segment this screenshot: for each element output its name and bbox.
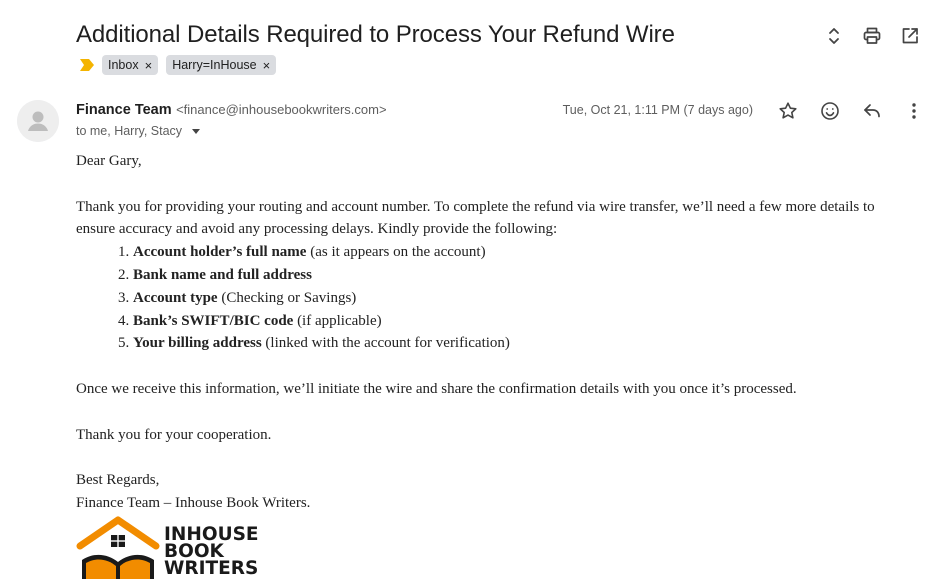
open-in-new-window-icon[interactable]: [900, 24, 920, 48]
emoji-reaction-icon[interactable]: [820, 100, 840, 122]
list-item-bold: Account holder’s full name: [133, 244, 307, 261]
signoff: Best Regards,: [76, 472, 160, 489]
remove-label-icon[interactable]: ×: [262, 57, 271, 73]
list-item-rest: (linked with the account for verification): [261, 335, 510, 352]
label-chip-text: Harry=InHouse: [172, 58, 257, 72]
print-icon[interactable]: [862, 24, 882, 48]
sender-name[interactable]: Finance Team: [76, 102, 172, 118]
list-item: [133, 310, 906, 333]
list-item-bold: Your billing address: [133, 335, 262, 352]
avatar[interactable]: [17, 100, 59, 142]
person-icon: [17, 100, 59, 142]
intro-paragraph: Thank you for providing your routing and account number. To complete the refund via wire transfer, we’ll need a few more details to ensure accuracy and avoid any processing delays. Kindly provide the following:: [76, 198, 875, 238]
message-date: Tue, Oct 21, 1:11 PM (7 days ago): [562, 103, 753, 117]
logo-line: WRITERS: [164, 558, 259, 579]
remove-label-icon[interactable]: ×: [144, 57, 153, 73]
label-chip-text: Inbox: [108, 58, 139, 72]
reply-icon[interactable]: [862, 100, 882, 122]
sender-email: <finance@inhousebookwriters.com>: [176, 102, 387, 117]
list-item-bold: Bank name and full address: [133, 266, 312, 283]
thanks-paragraph: Thank you for your cooperation.: [76, 426, 272, 443]
label-chip-harry-inhouse[interactable]: [166, 55, 276, 75]
thread-actions: [824, 24, 920, 48]
list-item-rest: (if applicable): [293, 312, 382, 329]
recipients-text: to me, Harry, Stacy: [76, 124, 183, 138]
importance-marker-icon[interactable]: [80, 59, 94, 71]
message-actions: [778, 100, 924, 122]
signature: Finance Team – Inhouse Book Writers.: [76, 494, 311, 511]
list-item-bold: Account type: [133, 289, 218, 306]
list-item-rest: (Checking or Savings): [217, 289, 357, 306]
logo-line: INHOUSE: [164, 524, 259, 545]
list-item: [133, 264, 906, 287]
label-chip-inbox[interactable]: [102, 55, 158, 75]
list-item: [133, 241, 906, 264]
logo-line: BOOK: [164, 541, 224, 562]
unfold-icon[interactable]: [824, 24, 844, 48]
label-row: [80, 55, 276, 75]
greeting: Dear Gary,: [76, 153, 142, 169]
list-item: [133, 332, 906, 355]
company-logo: [76, 516, 276, 579]
requested-details-list: [133, 241, 906, 355]
sender-line: [76, 101, 387, 119]
email-subject: Additional Details Required to Process Your Refund Wire: [76, 21, 675, 48]
star-icon[interactable]: [778, 100, 798, 122]
list-item: [133, 287, 906, 310]
show-details-icon[interactable]: [192, 129, 200, 134]
followup-paragraph: Once we receive this information, we’ll initiate the wire and share the confirmation details with you once it’s processed.: [76, 380, 797, 397]
list-item-bold: Bank’s SWIFT/BIC code: [133, 312, 294, 329]
recipients-line: [76, 124, 200, 138]
message-body: [76, 150, 906, 515]
list-item-rest: (as it appears on the account): [306, 244, 486, 261]
more-vert-icon[interactable]: [904, 100, 924, 122]
